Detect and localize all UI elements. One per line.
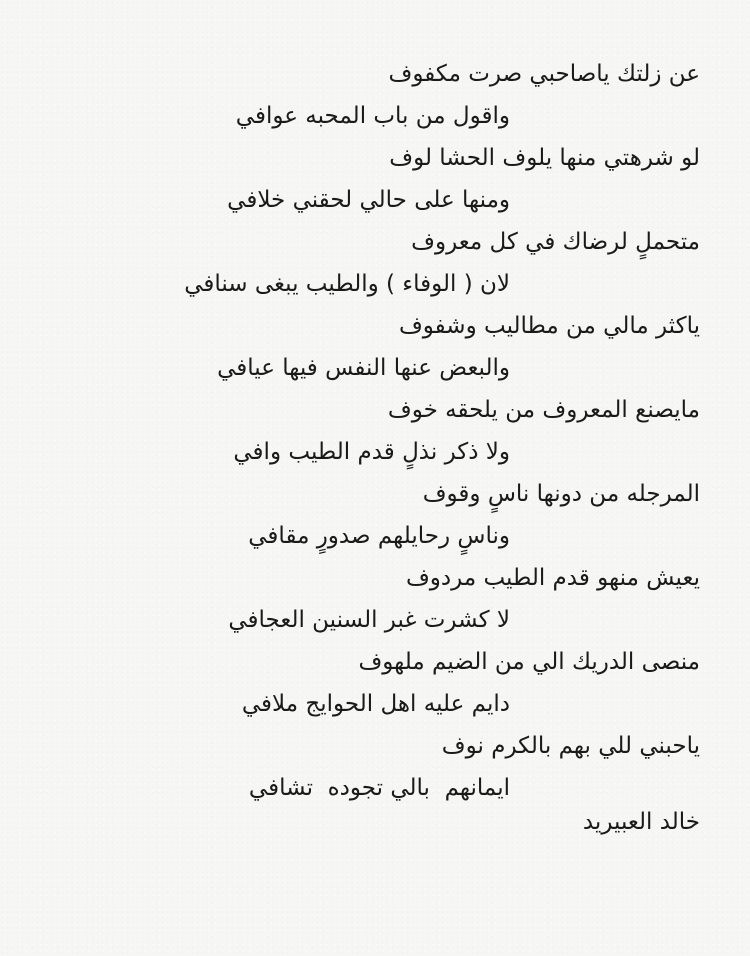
poem-line-7: ياكثر مالي من مطاليب وشفوف	[398, 313, 700, 339]
poem-line-1: عن زلتك ياصاحبي صرت مكفوف	[388, 61, 700, 87]
poem-line-15: منصى الدريك الي من الضيم ملهوف	[358, 649, 700, 675]
poem-line-3: لو شرهتي منها يلوف الحشا لوف	[389, 145, 700, 171]
poem-line-13: يعيش منهو قدم الطيب مردوف	[405, 565, 700, 591]
poem-line-5: متحملٍ لرضاك في كل معروف	[411, 229, 700, 255]
poem-line-16: دايم عليه اهل الحوايج ملافي	[241, 691, 510, 717]
poem-line-9: مايصنع المعروف من يلحقه خوف	[387, 397, 700, 423]
poem-line-10: ولا ذكر نذلٍ قدم الطيب وافي	[233, 439, 510, 465]
poem-line-18: ايمانهم بالي تجوده تشافي	[248, 775, 510, 801]
poem-line-17: ياحبني للي بهم بالكرم نوف	[441, 733, 700, 759]
poem-line-11: المرجله من دونها ناسٍ وقوف	[422, 481, 700, 507]
poem-line-2: واقول من باب المحبه عوافي	[235, 103, 510, 129]
poem-line-4: ومنها على حالي لحقني خلافي	[227, 187, 510, 213]
poem-line-12: وناسٍ رحايلهم صدورٍ مقافي	[248, 523, 510, 549]
poet-signature: خالد العبيريد	[582, 809, 700, 835]
poem-line-6: لان ( الوفاء ) والطيب يبغى سنافي	[184, 271, 510, 297]
poem-line-8: والبعض عنها النفس فيها عيافي	[217, 355, 510, 381]
poem-line-14: لا كشرت غبر السنين العجافي	[228, 607, 510, 633]
